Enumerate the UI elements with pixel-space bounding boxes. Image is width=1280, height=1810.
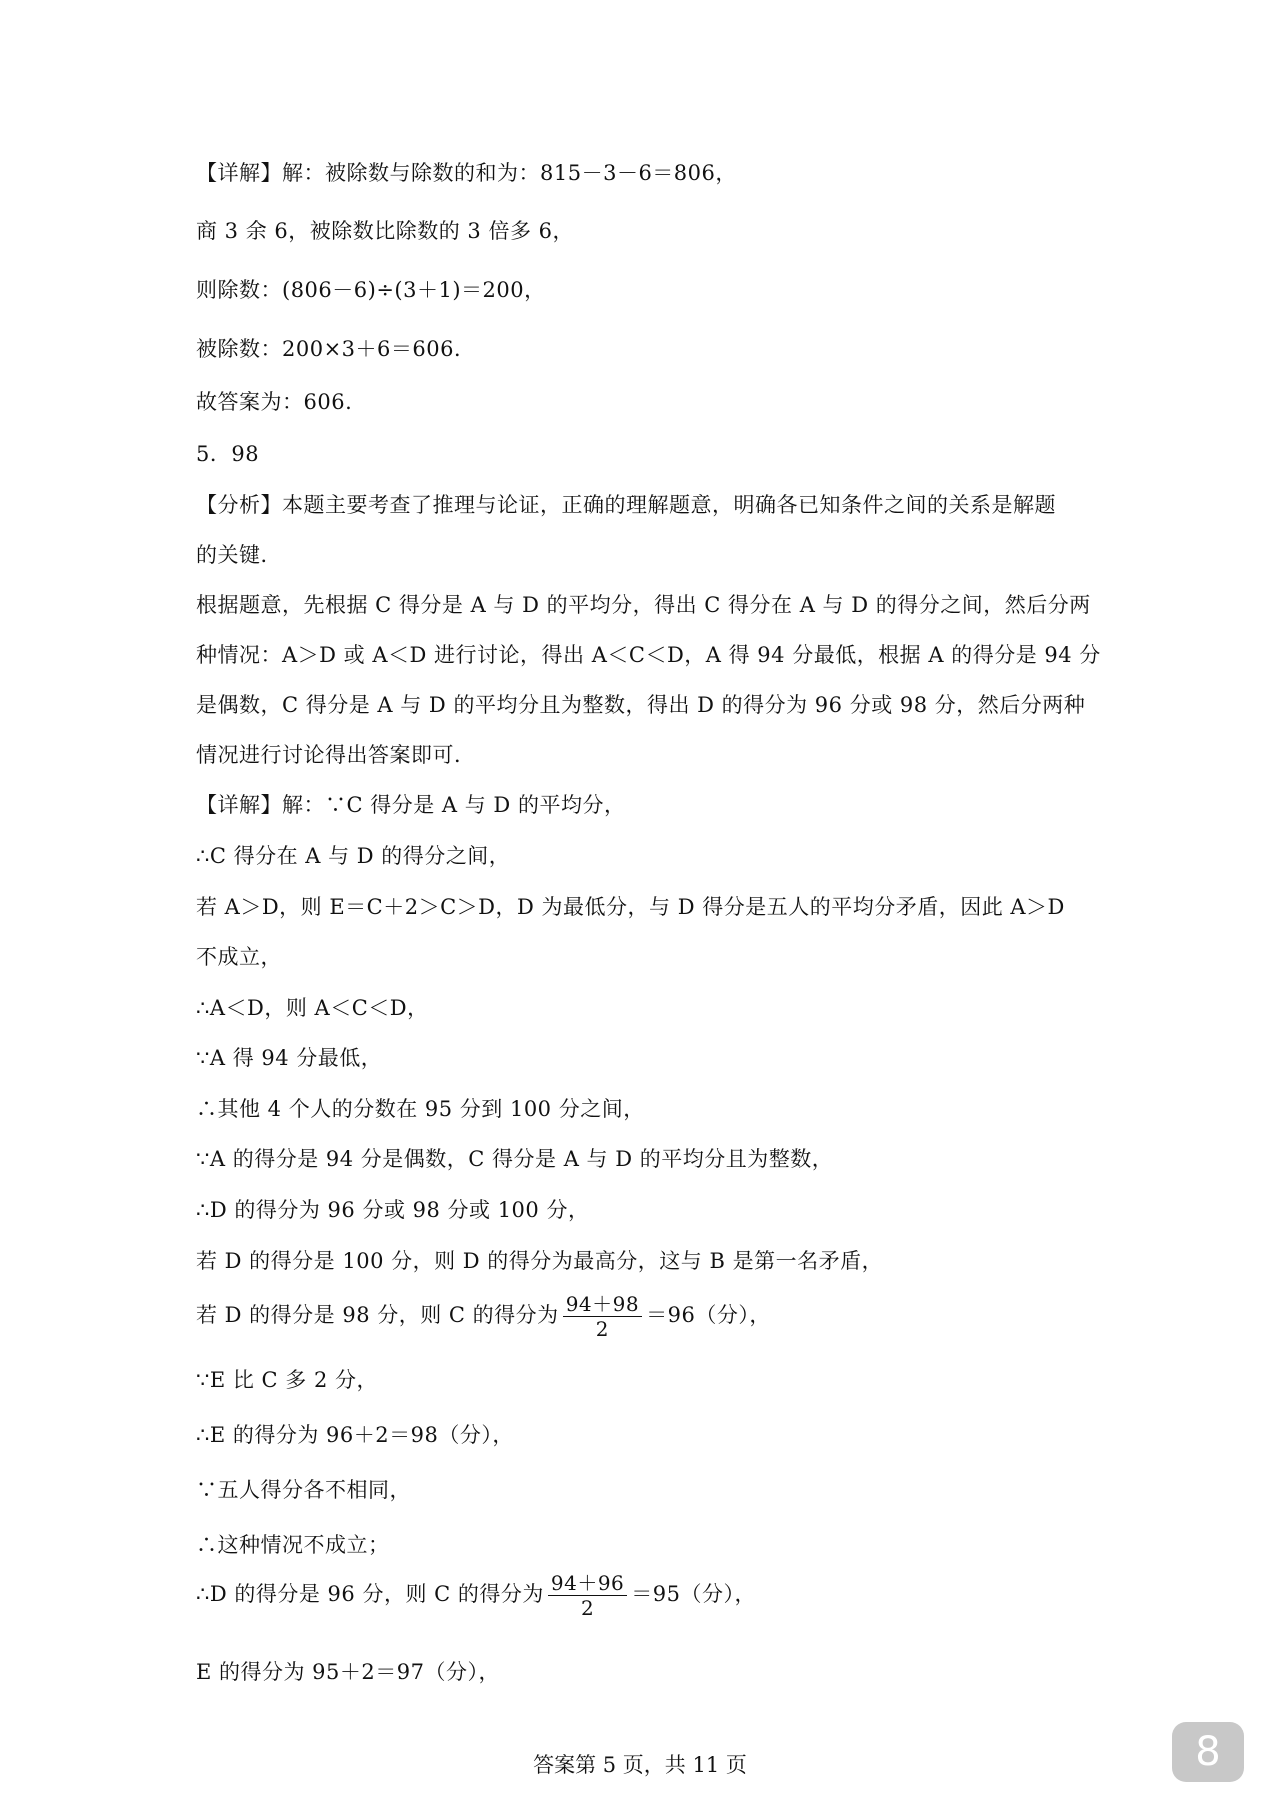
text-line: 根据题意，先根据 C 得分是 A 与 D 的平均分，得出 C 得分在 A 与 D 的得分之间，然后分两 <box>196 593 1091 617</box>
fraction-numerator: 94＋98 <box>563 1292 642 1317</box>
text-line: 种情况：A＞D 或 A＜D 进行讨论，得出 A＜C＜D，A 得 94 分最低，根据 A 的得分是 94 分 <box>196 643 1101 667</box>
text-line: 的关键． <box>196 543 282 567</box>
text-line: 【分析】本题主要考查了推理与论证，正确的理解题意，明确各已知条件之间的关系是解题 <box>196 493 1056 517</box>
formula-line <box>196 1292 771 1341</box>
text-line: 商 3 余 6，被除数比除数的 3 倍多 6， <box>196 219 574 243</box>
question-number: 5．98 <box>196 442 260 466</box>
text-line: ∵A 的得分是 94 分是偶数，C 得分是 A 与 D 的平均分且为整数， <box>196 1147 834 1171</box>
text-line: ∴这种情况不成立； <box>196 1533 390 1557</box>
fraction-denominator: 2 <box>595 1317 609 1341</box>
text-line: ∴C 得分在 A 与 D 的得分之间， <box>196 844 511 868</box>
text-line: 则除数：(806－6)÷(3＋1)＝200， <box>196 278 546 302</box>
page-footer: 答案第 5 页，共 11 页 <box>533 1753 747 1777</box>
fraction-numerator: 94＋96 <box>548 1571 627 1596</box>
text-line: 若 D 的得分是 100 分，则 D 的得分为最高分，这与 B 是第一名矛盾， <box>196 1249 884 1273</box>
text-line: 【详解】解：被除数与除数的和为：815－3－6＝806， <box>196 161 737 185</box>
page-number-badge: 8 <box>1172 1722 1244 1782</box>
text-line: 被除数：200×3＋6＝606． <box>196 337 476 361</box>
fraction <box>548 1571 627 1620</box>
text-line: 【详解】解：∵C 得分是 A 与 D 的平均分， <box>196 793 626 817</box>
text-line: 是偶数，C 得分是 A 与 D 的平均分且为整数，得出 D 的得分为 96 分或 98 分，然后分两种 <box>196 693 1086 717</box>
text-line: 不成立， <box>196 945 282 969</box>
text-line: ∴A＜D，则 A＜C＜D， <box>196 996 429 1020</box>
fraction <box>563 1292 642 1341</box>
text-line: ∵五人得分各不相同， <box>196 1478 411 1502</box>
text-line: 情况进行讨论得出答案即可． <box>196 743 476 767</box>
formula-suffix: ＝95（分）， <box>631 1582 757 1606</box>
formula-prefix: ∴D 的得分是 96 分，则 C 的得分为 <box>196 1582 544 1606</box>
text-line: 故答案为：606. <box>196 390 353 414</box>
text-line: 若 A＞D，则 E＝C＋2＞C＞D，D 为最低分，与 D 得分是五人的平均分矛盾，因此 A＞D <box>196 895 1065 919</box>
formula-suffix: ＝96（分）， <box>646 1303 771 1327</box>
formula-prefix: 若 D 的得分是 98 分，则 C 的得分为 <box>196 1303 559 1327</box>
text-line: ∵E 比 C 多 2 分， <box>196 1368 378 1392</box>
text-line: ∴D 的得分为 96 分或 98 分或 100 分， <box>196 1198 590 1222</box>
text-line: ∴E 的得分为 96＋2＝98（分）， <box>196 1423 514 1447</box>
fraction-denominator: 2 <box>580 1596 595 1620</box>
formula-line <box>196 1571 756 1620</box>
text-line: E 的得分为 95＋2＝97（分）， <box>196 1660 500 1684</box>
text-line: ∵A 得 94 分最低， <box>196 1046 383 1070</box>
text-line: ∴其他 4 个人的分数在 95 分到 100 分之间， <box>196 1097 645 1121</box>
